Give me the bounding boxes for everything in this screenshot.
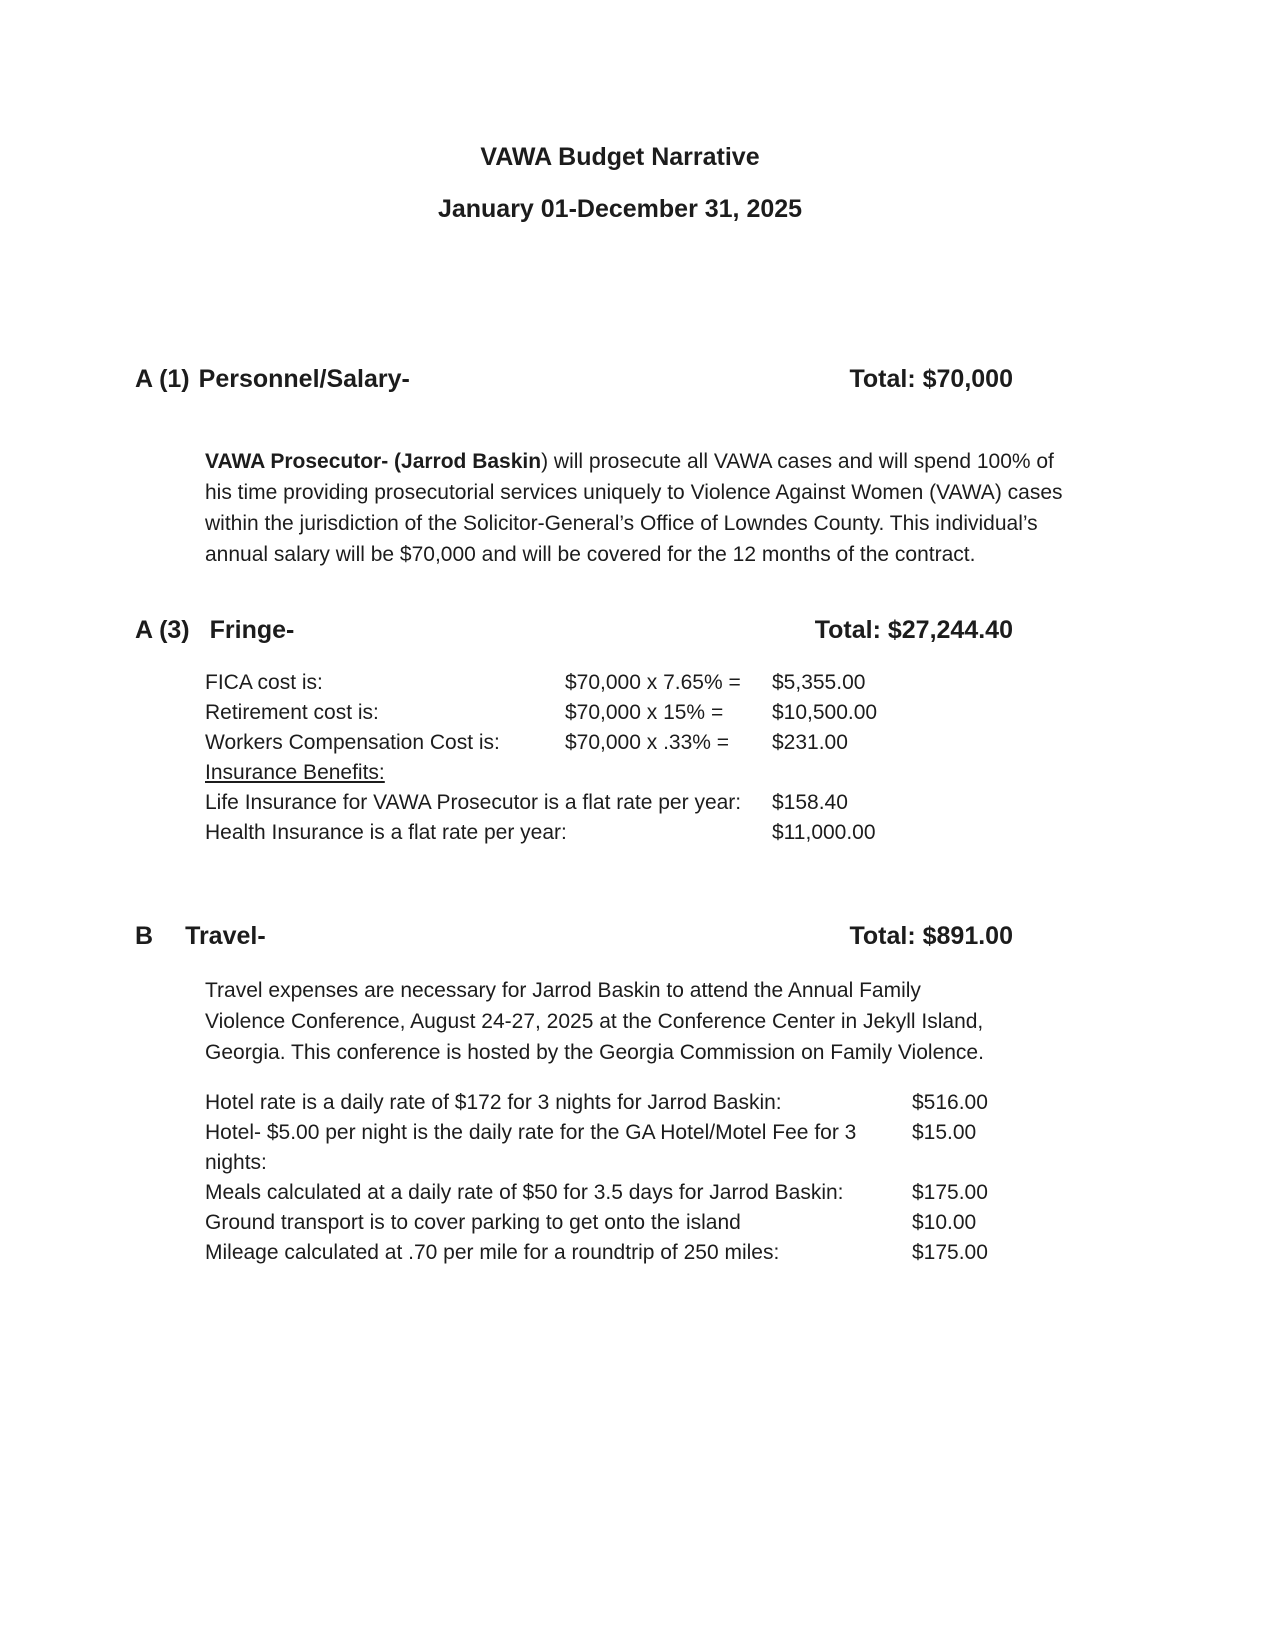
travel-row-hotel-fee	[205, 1118, 1275, 1178]
travel-row-mileage	[205, 1238, 1275, 1268]
travel-row-label: Meals calculated at a daily rate of $50 for 3.5 days for Jarrod Baskin:	[205, 1181, 844, 1204]
fringe-heading-left	[135, 615, 294, 645]
fringe-section-title: Fringe-	[209, 616, 295, 644]
travel-description: Travel expenses are necessary for Jarrod Baskin to attend the Annual Family Violence Conference, August 24-27, 2025 at the Conference Center in Jekyll Island, Georgia. This conference is hosted by the Georgia Commission on Family Violence.	[205, 979, 984, 1064]
travel-total: Total: $891.00	[849, 922, 1013, 950]
travel-row-label: Hotel- $5.00 per night is the daily rate for the GA Hotel/Motel Fee for 3 nights:	[205, 1121, 857, 1174]
fringe-row-amount: $231.00	[772, 731, 848, 754]
personnel-section-heading	[135, 364, 1013, 394]
insurance-row-life	[205, 788, 1275, 818]
fringe-section-label: A (3)	[135, 616, 190, 644]
document-subtitle: January 01-December 31, 2025	[437, 195, 803, 223]
insurance-row-amount: $11,000.00	[772, 821, 876, 844]
personnel-section-title: Personnel/Salary-	[198, 365, 410, 393]
personnel-description-bold: VAWA Prosecutor- (Jarrod Baskin	[205, 450, 542, 473]
fringe-row-label: FICA cost is:	[205, 671, 323, 694]
personnel-heading-left	[135, 364, 410, 394]
fringe-row-label: Retirement cost is:	[205, 701, 379, 724]
fringe-row-fica	[205, 668, 1275, 698]
travel-row-amount: $175.00	[912, 1241, 988, 1264]
personnel-total: Total: $70,000	[849, 365, 1013, 393]
travel-row-label: Ground transport is to cover parking to get onto the island	[205, 1211, 741, 1234]
travel-heading-left	[135, 921, 266, 951]
travel-row-label: Mileage calculated at .70 per mile for a roundtrip of 250 miles:	[205, 1241, 780, 1264]
fringe-row-workers-comp	[205, 728, 1275, 758]
travel-row-amount: $516.00	[912, 1091, 988, 1114]
document-title: VAWA Budget Narrative	[480, 143, 760, 171]
fringe-row-amount: $5,355.00	[772, 671, 866, 694]
travel-row-label: Hotel rate is a daily rate of $172 for 3 nights for Jarrod Baskin:	[205, 1091, 782, 1114]
travel-section-heading	[135, 921, 1013, 951]
travel-row-hotel	[205, 1088, 1275, 1118]
travel-row-meals	[205, 1178, 1275, 1208]
insurance-row-label: Health Insurance is a flat rate per year:	[205, 821, 567, 844]
fringe-table	[205, 668, 1275, 848]
personnel-section-label: A (1)	[135, 365, 190, 393]
fringe-row-calc: $70,000 x 7.65% =	[565, 671, 741, 694]
fringe-row-label: Workers Compensation Cost is:	[205, 731, 500, 754]
insurance-row-health	[205, 818, 1275, 848]
fringe-row-calc: $70,000 x 15% =	[565, 701, 724, 724]
travel-row-amount: $10.00	[912, 1211, 977, 1234]
insurance-row-label: Life Insurance for VAWA Prosecutor is a flat rate per year:	[205, 791, 742, 814]
travel-row-amount: $175.00	[912, 1181, 988, 1204]
fringe-row-retirement	[205, 698, 1275, 728]
personnel-description	[205, 446, 1065, 570]
travel-table	[205, 1088, 1275, 1268]
personnel-description-rest: ) will prosecute all VAWA cases and will spend 100% of his time providing prosecutorial services uniquely to Violence Against Women (VAWA) cases within the jurisdiction of the Solicitor-General’s Office of Lowndes County. This individual’s annual salary will be $70,000 and will be covered for the 12 months of the contract.	[205, 450, 1063, 566]
insurance-benefits-heading: Insurance Benefits:	[205, 761, 385, 784]
travel-section-label: B	[135, 922, 154, 950]
fringe-total: Total: $27,244.40	[814, 616, 1013, 644]
travel-row-ground-transport	[205, 1208, 1275, 1238]
insurance-row-amount: $158.40	[772, 791, 848, 814]
fringe-row-amount: $10,500.00	[772, 701, 878, 724]
travel-row-amount: $15.00	[912, 1121, 977, 1144]
fringe-section-heading	[135, 615, 1013, 645]
travel-section-title: Travel-	[185, 922, 266, 950]
fringe-row-calc: $70,000 x .33% =	[565, 731, 730, 754]
